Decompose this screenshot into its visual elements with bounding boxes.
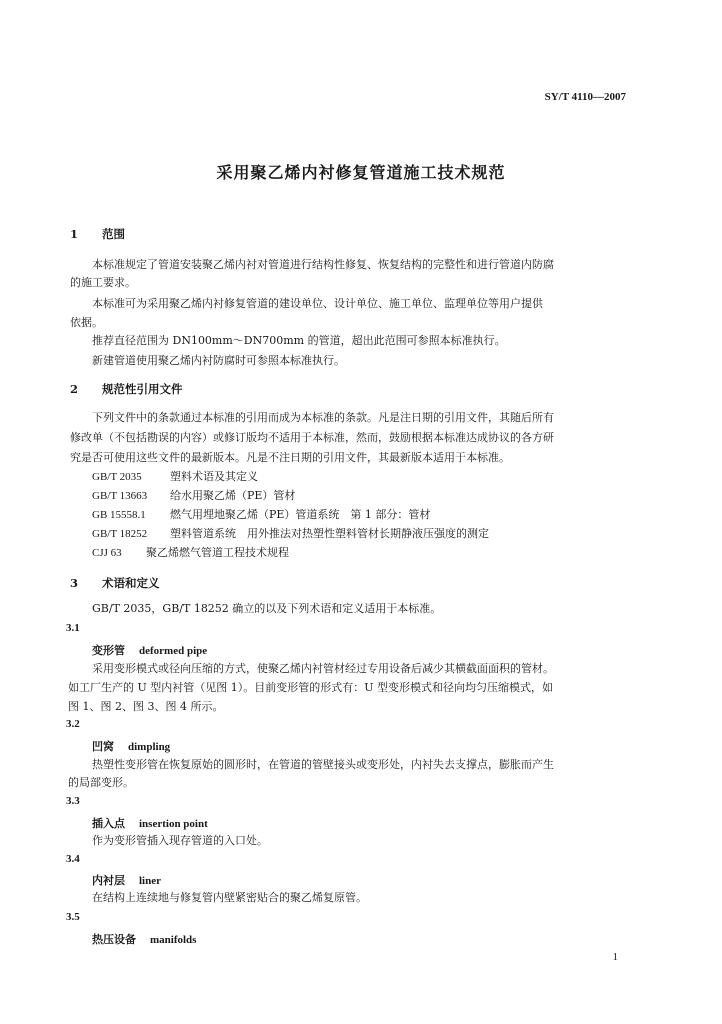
reference-item (92, 508, 430, 522)
section-2-heading (70, 381, 183, 397)
term-en: insertion point (139, 818, 208, 830)
reference-code: GB/T 2035 (92, 471, 142, 483)
reference-title: 聚乙烯燃气管道工程技术规程 (146, 546, 289, 559)
term-number: 3.4 (66, 853, 80, 865)
term-heading (92, 872, 161, 888)
term-definition-line: 在结构上连续地与修复管内壁紧密贴合的聚乙烯复原管。 (92, 891, 367, 904)
term-definition-line: 采用变形模式或径向压缩的方式，使聚乙烯内衬管材经过专用设备后减少其横截面面积的管材。 (92, 662, 554, 675)
term-number: 3.2 (66, 718, 80, 730)
section-2-title: 规范性引用文件 (102, 382, 183, 396)
s2-para1-line1: 下列文件中的条款通过本标准的引用而成为本标准的条款。凡是注日期的引用文件，其随后所有 (92, 411, 554, 424)
reference-item (92, 546, 289, 560)
reference-title: 给水用聚乙烯（PE）管材 (170, 489, 296, 502)
section-2-number: 2 (70, 382, 79, 396)
s2-para1-line2: 修改单（不包括勘误的内容）或修订版均不适用于本标准，然而，鼓励根据本标准达成协议的各方研 (70, 431, 554, 444)
term-zh: 变形管 (92, 644, 125, 657)
reference-code: GB 15558.1 (92, 509, 146, 521)
s1-para1-line1: 本标准规定了管道安装聚乙烯内衬对管道进行结构性修复、恢复结构的完整性和进行管道内防腐 (92, 258, 554, 271)
reference-item (92, 470, 258, 484)
section-1-heading (70, 226, 125, 242)
s2-para1-line3: 究是否可使用这些文件的最新版本。凡是不注日期的引用文件，其最新版本适用于本标准。 (70, 451, 510, 464)
term-definition-line: 如工厂生产的 U 型内衬管（见图 1）。目前变形管的形式有：U 型变形模式和径向均匀压缩模式，如 (68, 681, 554, 694)
reference-title: 塑料术语及其定义 (170, 470, 258, 483)
term-definition-line: 的局部变形。 (68, 776, 134, 789)
page-number: 1 (612, 951, 618, 963)
reference-item (92, 489, 295, 503)
term-number: 3.1 (66, 622, 80, 634)
document-code: SY/T 4110—2007 (544, 91, 626, 103)
section-3-title: 术语和定义 (102, 576, 160, 590)
term-zh: 插入点 (92, 817, 125, 830)
s1-para1-line2: 的施工要求。 (70, 276, 136, 289)
section-3-number: 3 (70, 576, 79, 590)
reference-code: CJJ 63 (92, 547, 122, 559)
reference-title: 燃气用埋地聚乙烯（PE）管道系统 第 1 部分：管材 (170, 508, 431, 521)
term-en: deformed pipe (139, 645, 208, 657)
page-title: 采用聚乙烯内衬修复管道施工技术规范 (216, 163, 506, 182)
term-heading (92, 738, 170, 754)
term-en: liner (139, 875, 161, 887)
reference-code: GB/T 18252 (92, 528, 148, 540)
s3-intro: GB/T 2035，GB/T 18252 确立的以及下列术语和定义适用于本标准。 (92, 602, 442, 615)
term-en: manifolds (150, 934, 197, 946)
term-number: 3.5 (66, 911, 80, 923)
term-heading (92, 642, 207, 658)
reference-code: GB/T 13663 (92, 490, 148, 502)
term-zh: 热压设备 (92, 933, 136, 946)
s1-para3: 推荐直径范围为 DN100mm～DN700mm 的管道，超出此范围可参照本标准执行。 (92, 334, 506, 347)
term-zh: 凹窝 (92, 740, 114, 753)
term-definition-line: 热塑性变形管在恢复原始的圆形时，在管道的管壁接头或变形处，内衬失去支撑点，膨胀而产生 (92, 758, 554, 771)
s1-para4: 新建管道使用聚乙烯内衬防腐时可参照本标准执行。 (92, 354, 345, 367)
term-heading (92, 815, 208, 831)
reference-item (92, 527, 489, 541)
term-number: 3.3 (66, 795, 80, 807)
section-1-title: 范围 (102, 227, 126, 241)
s1-para2-line2: 依据。 (70, 316, 103, 329)
s1-para2-line1: 本标准可为采用聚乙烯内衬修复管道的建设单位、设计单位、施工单位、监理单位等用户提供 (92, 297, 543, 310)
term-en: dimpling (128, 741, 171, 753)
term-zh: 内衬层 (92, 874, 125, 887)
section-1-number: 1 (70, 227, 79, 241)
reference-title: 塑料管道系统 用外推法对热塑性塑料管材长期静液压强度的测定 (170, 527, 489, 540)
term-heading (92, 931, 196, 947)
term-definition-line: 图 1、图 2、图 3、图 4 所示。 (68, 700, 224, 713)
term-definition-line: 作为变形管插入现存管道的入口处。 (92, 834, 268, 847)
section-3-heading (70, 575, 160, 591)
